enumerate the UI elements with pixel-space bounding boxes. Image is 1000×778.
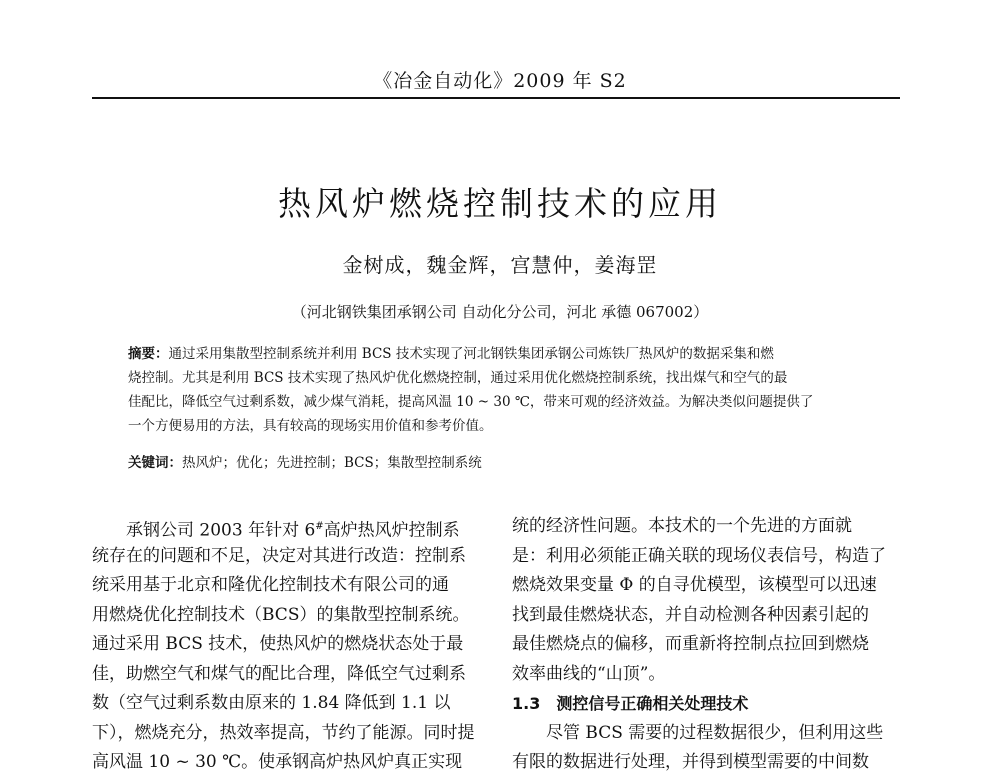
abstract-line: 一个方便易用的方法，具有较高的现场实用价值和参考价值。: [128, 418, 493, 434]
body-line: 最佳燃烧点的偏移，而重新将控制点拉回到燃烧: [512, 634, 869, 654]
body-left-column: [92, 512, 486, 778]
body-line: 高风温 10 ~ 30 ℃。使承钢高炉热风炉真正实现: [92, 752, 463, 772]
body-line: 通过采用 BCS 技术，使热风炉的燃烧状态处于最: [92, 634, 464, 654]
paper-title: 热风炉燃烧控制技术的应用: [278, 184, 722, 223]
body-line: 有限的数据进行处理，并得到模型需要的中间数: [512, 752, 869, 772]
body-line: 统的经济性问题。本技术的一个先进的方面就: [512, 516, 852, 536]
body-line: 用燃烧优化控制技术（BCS）的集散型控制系统。: [92, 604, 470, 625]
affiliation: （河北钢铁集团承钢公司 自动化分公司，河北 承德 067002）: [291, 303, 709, 321]
body-line: 燃烧效果变量 Φ 的自寻优模型，该模型可以迅速: [512, 575, 877, 595]
abstract-line: 摘要：通过采用集散型控制系统并利用 BCS 技术实现了河北钢铁集团承钢公司炼铁厂热风炉的数据采集和燃: [128, 346, 774, 362]
keywords-text: 热风炉；优化；先进控制；BCS；集散型控制系统: [182, 455, 482, 471]
keywords-label: 关键词：: [128, 455, 182, 471]
body-line: 下），燃烧充分，热效率提高，节约了能源。同时提: [92, 722, 475, 743]
body-line: 统存在的问题和不足，决定对其进行改造：控制系: [92, 545, 466, 566]
header-rule: [92, 97, 900, 99]
abstract-line: 佳配比，降低空气过剩系数，减少煤气消耗，提高风温 10 ~ 30 ℃，带来可观的经济效益。为解决类似问题提供了: [128, 394, 814, 410]
body-line: 尽管 BCS 需要的过程数据很少，但利用这些: [546, 722, 884, 743]
body-line: 找到最佳燃烧状态，并自动检测各种因素引起的: [512, 604, 869, 625]
section-heading: 1.3 测控信号正确相关处理技术: [512, 694, 749, 713]
body-line: 统采用基于北京和隆优化控制技术有限公司的通: [92, 575, 449, 595]
abstract-line: 烧控制。尤其是利用 BCS 技术实现了热风炉优化燃烧控制，通过采用优化燃烧控制系统，找出煤气和空气的最: [128, 370, 788, 386]
abstract-label: 摘要：: [128, 346, 169, 362]
abstract: [128, 342, 873, 438]
journal-header: 《冶金自动化》2009 年 S2: [373, 70, 627, 92]
keywords: [128, 451, 873, 475]
authors: 金树成，魏金辉，宫慧仲，姜海罡: [342, 253, 658, 277]
body-line: 承钢公司 2003 年针对 6#高炉热风炉控制系: [126, 520, 460, 541]
body-line: 数（空气过剩系数由原来的 1.84 降低到 1.1 以: [92, 693, 451, 713]
body-line: 效率曲线的“山顶”。: [512, 663, 666, 684]
body-line: 是：利用必须能正确关联的现场仪表信号，构造了: [512, 545, 886, 566]
body-line: 佳，助燃空气和煤气的配比合理，降低空气过剩系: [92, 663, 466, 684]
body-right-column: [512, 512, 906, 778]
